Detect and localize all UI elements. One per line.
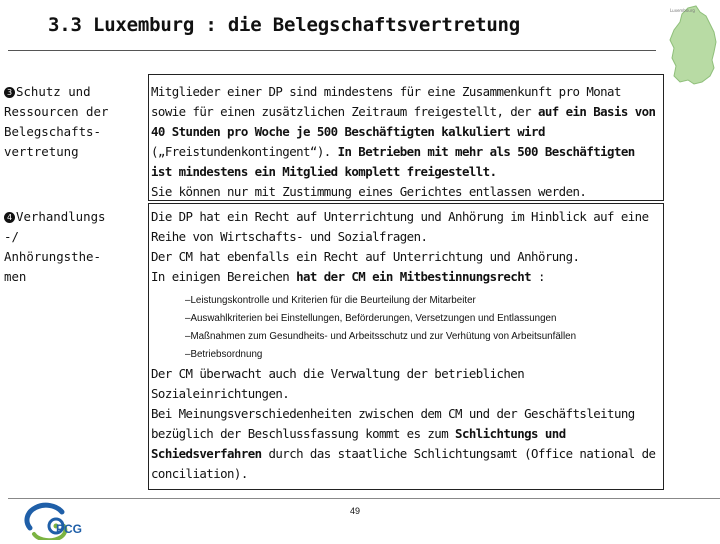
paragraph: Bei Meinungsverschiedenheiten zwischen dem CM und der Geschäftsleitung bezüglich der Beschlussfassung kommt es zum Schlichtungs und Schiedsverfahren durch das staatliche Schlichtungsamt (Office national de conciliation).: [151, 406, 656, 481]
section-label-text: Verhandlungs -/ Anhörungsthe- men: [4, 209, 106, 284]
paragraph: Der CM überwacht auch die Verwaltung der betrieblichen Sozialeinrichtungen.: [151, 366, 525, 401]
luxembourg-map-icon: [666, 2, 720, 88]
paragraph: Sie können nur mit Zustimmung eines Gerichtes entlassen werden.: [151, 184, 587, 199]
map-label: Luxembourg: [670, 8, 695, 13]
page-number: 49: [350, 506, 361, 516]
paragraph: In einigen Bereichen hat der CM ein Mitbestinnungsrecht :: [151, 269, 545, 284]
logo-text: PCG: [56, 522, 83, 536]
list-item: –Leistungskontrolle und Kriterien für die Beurteilung der Mitarbeiter: [185, 295, 476, 306]
paragraph: Die DP hat ein Recht auf Unterrichtung und Anhörung im Hinblick auf eine Reihe von Wirtschafts- und Sozialfragen.: [151, 209, 649, 244]
section-label-schutz: [4, 82, 142, 162]
list-item: –Maßnahmen zum Gesundheits- und Arbeitsschutz und zur Verhütung von Arbeitsunfällen: [185, 331, 577, 342]
section-text-schutz: [151, 82, 661, 202]
list-item: –Betriebsordnung: [185, 349, 263, 360]
paragraph: Der CM hat ebenfalls ein Recht auf Unterrichtung und Anhörung.: [151, 249, 580, 264]
mitbestimmung-list: [185, 292, 665, 364]
section-text-verhandlung: [151, 207, 661, 287]
title-divider: [8, 50, 656, 51]
section-text-verhandlung-continued: [151, 364, 661, 484]
section-label-verhandlung: [4, 207, 142, 287]
number-3-icon: 3: [4, 87, 15, 98]
paragraph: Mitglieder einer DP sind mindestens für eine Zusammenkunft pro Monat sowie für einen zusätzlichen Zeitraum freigestellt, der auf ein Basis von 40 Stunden pro Woche je 500 Beschäftigten kalkuliert wird („Freistundenkontingent“). In Betrieben mit mehr als 500 Beschäftigten ist mindestens ein Mitglied komplett freigestellt.: [151, 84, 656, 179]
number-4-icon: 4: [4, 212, 15, 223]
footer-divider: [8, 498, 720, 499]
section-label-text: Schutz und Ressourcen der Belegschafts- vertretung: [4, 84, 109, 159]
page-title: 3.3 Luxemburg : die Belegschaftsvertretung: [48, 14, 521, 36]
list-item: –Auswahlkriterien bei Einstellungen, Beförderungen, Versetzungen und Entlassungen: [185, 313, 557, 324]
